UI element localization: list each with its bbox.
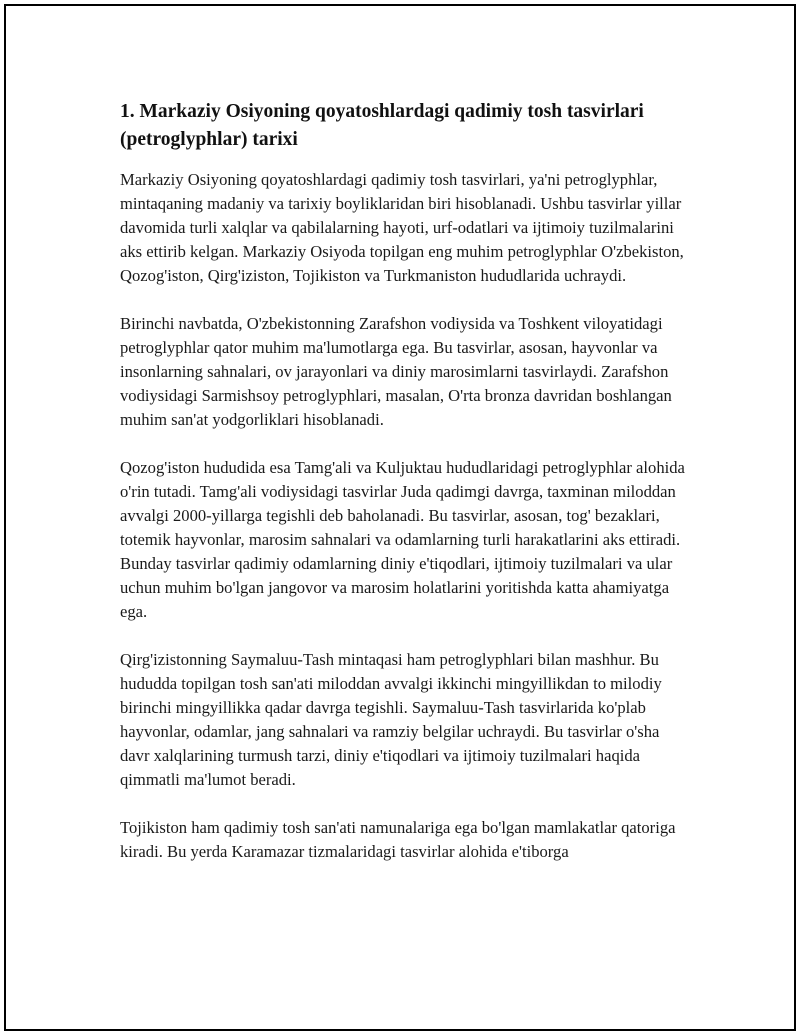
paragraph-uzbekistan: Birinchi navbatda, O'zbekistonning Zarafshon vodiysida va Toshkent viloyatidagi petroglyphlar qator muhim ma'lumotlarga ega. Bu tasvirlar, asosan, hayvonlar va insonlarning sahnalari, ov jarayonlari va diniy marosimlarni tasvirlaydi. Zarafshon vodiysidagi Sarmishsoy petroglyphlari, masalan, O'rta bronza davridan boshlangan muhim san'at yodgorliklari hisoblanadi. — [120, 314, 672, 429]
paragraph-intro: Markaziy Osiyoning qoyatoshlardagi qadimiy tosh tasvirlari, ya'ni petroglyphlar, mintaqaning madaniy va tarixiy boyliklaridan biri hisoblanadi. Ushbu tasvirlar yillar davomida turli xalqlar va qabilalarning hayoti, urf-odatlari va ijtimoiy tuzilmalarini aks ettirib kelgan. Markaziy Osiyoda topilgan eng muhim petroglyphlar O'zbekiston, Qozog'iston, Qirg'iziston, Tojikiston va Turkmaniston hududlarida uchraydi. — [120, 170, 684, 285]
paragraph-kyrgyzstan: Qirg'izistonning Saymaluu-Tash mintaqasi ham petroglyphlari bilan mashhur. Bu hududda topilgan tosh san'ati miloddan avvalgi ikkinchi mingyillikdan to milodiy birinchi mingyillikka qadar davrga tegishli. Saymaluu-Tash tasvirlarida ko'plab hayvonlar, odamlar, jang sahnalari va ramziy belgilar uchraydi. Bu tasvirlar o'sha davr xalqlarining turmush tarzi, diniy e'tiqodlari va ijtimoiy tuzilmalari haqida qimmatli ma'lumot beradi. — [120, 650, 662, 789]
page-border — [4, 4, 796, 1031]
document-body — [120, 98, 692, 888]
paragraph-kazakhstan: Qozog'iston hududida esa Tamg'ali va Kuljuktau hududlaridagi petroglyphlar alohida o'rin tutadi. Tamg'ali vodiysidagi tasvirlar Juda qadimgi davrga, taxminan miloddan avvalgi 2000-yillarga tegishli deb baholanadi. Bu tasvirlar, asosan, tog' bezaklari, totemik hayvonlar, marosim sahnalari va odamlarning turli harakatlarini aks ettiradi. Bunday tasvirlar qadimiy odamlarning diniy e'tiqodlari, ijtimoiy tuzilmalari va ular uchun muhim bo'lgan jangovor va marosim holatlarini yoritishda katta ahamiyatga ega. — [120, 458, 685, 621]
document-title: 1. Markaziy Osiyoning qoyatoshlardagi qadimiy tosh tasvirlari (petroglyphlar) tarixi — [120, 101, 644, 150]
paragraph-tajikistan: Tojikiston ham qadimiy tosh san'ati namunalariga ega bo'lgan mamlakatlar qatoriga kiradi. Bu yerda Karamazar tizmalaridagi tasvirlar alohida e'tiborga — [120, 818, 676, 861]
